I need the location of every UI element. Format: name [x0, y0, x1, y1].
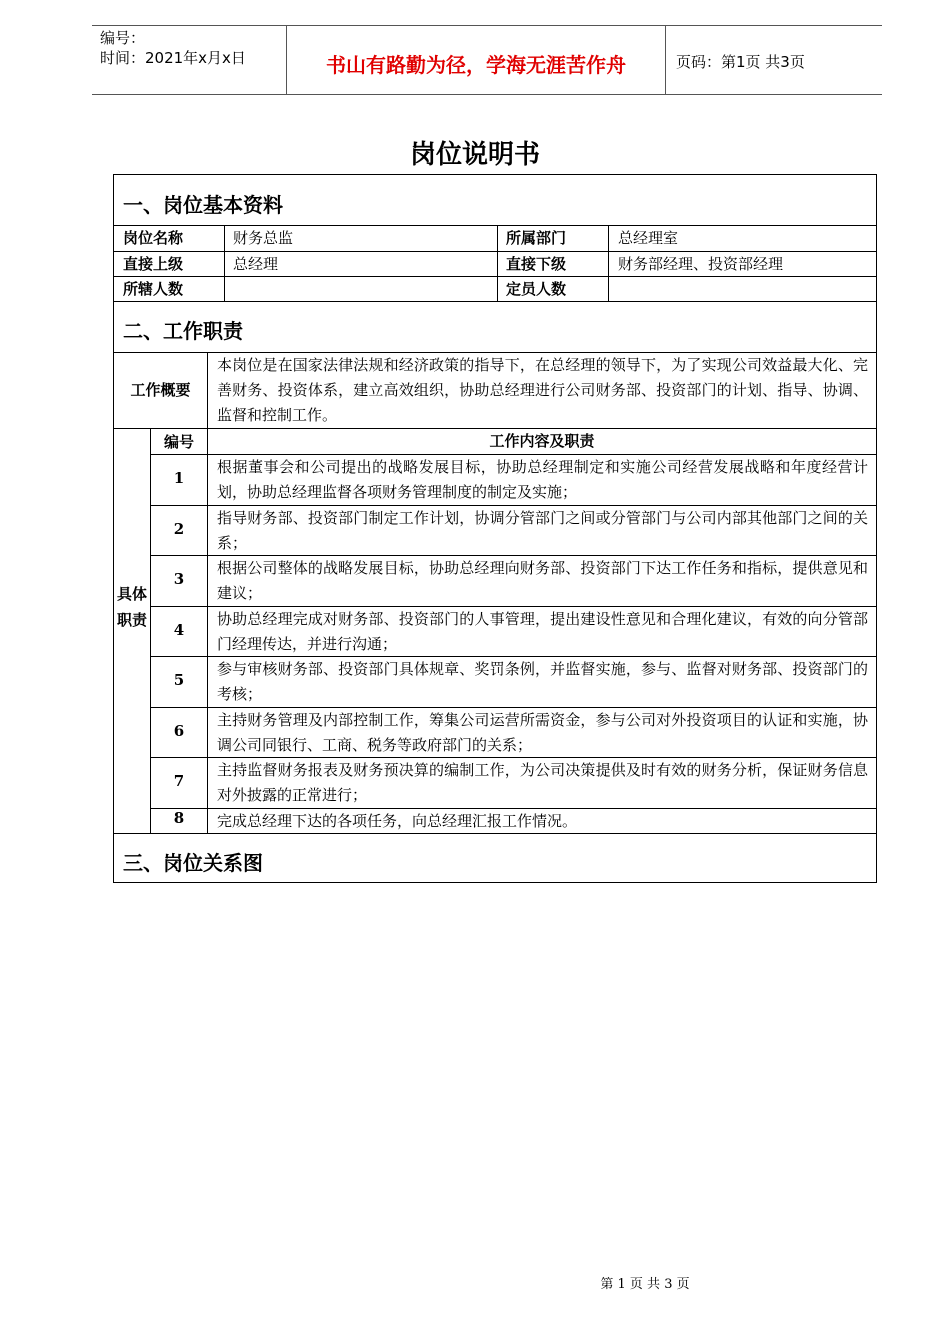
- duty-number: 5: [173, 671, 185, 689]
- row-divider: [114, 301, 876, 302]
- header-center-cell: [287, 26, 666, 94]
- duty-text: 完成总经理下达的各项任务，向总经理汇报工作情况。: [217, 812, 578, 830]
- value-position-name: 财务总监: [233, 229, 294, 247]
- duty-number: 1: [173, 469, 185, 487]
- duty-text: 根据公司整体的战略发展目标，协助总经理向财务部、投资部门下达工作任务和指标，提供意见和建议；: [217, 559, 868, 602]
- page-header: [92, 25, 882, 95]
- duty-text: 主持财务管理及内部控制工作，筹集公司运营所需资金，参与公司对外投资项目的认证和实施，协调公司同银行、工商、税务等政府部门的关系；: [217, 711, 868, 754]
- section2-heading: 二、工作职责: [123, 319, 243, 343]
- duty-number: 3: [173, 570, 185, 588]
- page-info: 页码：第1页 共3页: [676, 53, 805, 71]
- col-divider: [207, 352, 208, 428]
- duty-text: 指导财务部、投资部门制定工作计划，协调分管部门之间或分管部门与公司内部其他部门之间的关系；: [217, 509, 868, 552]
- label-department: 所属部门: [506, 229, 567, 247]
- header-right-cell: [666, 26, 882, 94]
- duty-number: 6: [173, 722, 185, 740]
- duty-text: 协助总经理完成对财务部、投资部门的人事管理，提出建设性意见和合理化建议，有效的向分管部门经理传达，并进行沟通；: [217, 610, 868, 653]
- label-position-name: 岗位名称: [123, 229, 184, 247]
- section1-heading: 一、岗位基本资料: [123, 193, 283, 217]
- value-direct-subordinate: 财务部经理、投资部经理: [618, 255, 784, 273]
- header-motto: 书山有路勤为径，学海无涯苦作舟: [326, 53, 626, 77]
- duty-number: 8: [173, 809, 185, 827]
- col-content-header: 工作内容及职责: [489, 432, 595, 450]
- job-description-table: [113, 174, 877, 883]
- duty-text: 参与审核财务部、投资部门具体规章、奖罚条例，并监督实施，参与、监督对财务部、投资部门的考核；: [217, 660, 868, 703]
- page-footer: 第 1 页 共 3 页: [600, 1277, 690, 1292]
- time-label: 时间：2021年x月x日: [100, 49, 246, 67]
- label-direct-subordinate: 直接下级: [506, 255, 567, 273]
- row-divider: [114, 833, 876, 834]
- document-title: 岗位说明书: [409, 140, 540, 170]
- header-left-cell: [92, 26, 287, 94]
- col-divider: [608, 225, 609, 301]
- value-department: 总经理室: [618, 229, 679, 247]
- col-divider: [207, 428, 208, 833]
- col-divider: [224, 225, 225, 301]
- label-staff-count: 所辖人数: [123, 280, 184, 298]
- row-divider: [114, 225, 876, 226]
- value-direct-superior: 总经理: [233, 255, 279, 273]
- section3-heading: 三、岗位关系图: [123, 851, 263, 875]
- duty-number: 7: [173, 772, 185, 790]
- duty-text: 根据董事会和公司提出的战略发展目标，协助总经理制定和实施公司经营发展战略和年度经营计划，协助总经理监督各项财务管理制度的制定及实施；: [217, 458, 868, 501]
- label-direct-superior: 直接上级: [123, 255, 184, 273]
- duty-number: 2: [173, 520, 185, 538]
- duty-text: 主持监督财务报表及财务预决算的编制工作，为公司决策提供及时有效的财务分析，保证财务信息对外披露的正常进行；: [217, 761, 868, 804]
- overview-label: 工作概要: [130, 381, 191, 399]
- duties-label: 具体职责: [116, 585, 147, 629]
- duty-number: 4: [173, 621, 185, 639]
- col-number-header: 编号: [163, 433, 194, 451]
- label-quota: 定员人数: [506, 280, 567, 298]
- number-label: 编号：: [100, 29, 146, 47]
- col-divider: [497, 225, 498, 301]
- overview-text: 本岗位是在国家法律法规和经济政策的指导下，在总经理的领导下，为了实现公司效益最大化、完善财务、投资体系，建立高效组织，协助总经理进行公司财务部、投资部门的计划、指导、协调、监督和控制工作。: [217, 356, 868, 424]
